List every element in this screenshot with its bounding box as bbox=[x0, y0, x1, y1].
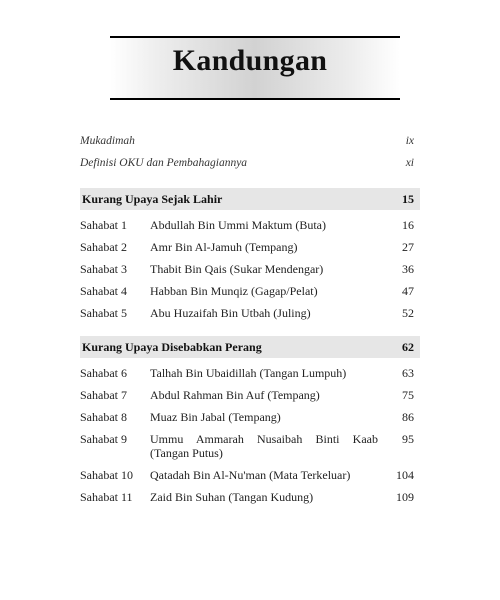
section-heading-perang[interactable] bbox=[80, 336, 420, 358]
toc-entry[interactable] bbox=[80, 302, 420, 324]
section-heading-page: 15 bbox=[402, 192, 414, 206]
front-matter-label: Definisi OKU dan Pembahagiannya bbox=[80, 157, 248, 169]
entry-number: Sahabat 3 bbox=[80, 262, 127, 276]
entry-page: 27 bbox=[402, 240, 414, 254]
page-title: Kandungan bbox=[172, 44, 328, 77]
toc-entry[interactable] bbox=[80, 486, 420, 508]
entry-number: Sahabat 7 bbox=[80, 388, 127, 402]
front-matter-label: Mukadimah bbox=[80, 135, 135, 147]
entry-title: Abu Huzaifah Bin Utbah (Juling) bbox=[150, 306, 311, 320]
entry-number: Sahabat 5 bbox=[80, 306, 127, 320]
entry-page: 95 bbox=[402, 432, 414, 446]
entry-title: Amr Bin Al-Jamuh (Tempang) bbox=[150, 240, 298, 254]
title-bottom-rule bbox=[110, 98, 400, 100]
entry-number: Sahabat 1 bbox=[80, 218, 127, 232]
entry-number: Sahabat 8 bbox=[80, 410, 127, 424]
toc-entry[interactable] bbox=[80, 406, 420, 428]
entry-title: Abdullah Bin Ummi Maktum (Buta) bbox=[150, 218, 326, 232]
entry-page: 104 bbox=[396, 468, 414, 482]
entry-number: Sahabat 10 bbox=[80, 468, 133, 482]
section-heading-sejak-lahir[interactable] bbox=[80, 188, 420, 210]
front-matter-definisi[interactable] bbox=[80, 152, 420, 174]
entry-number: Sahabat 11 bbox=[80, 490, 133, 504]
entry-page: 52 bbox=[402, 306, 414, 320]
entry-title: Habban Bin Munqiz (Gagap/Pelat) bbox=[150, 284, 318, 298]
entry-page: 63 bbox=[402, 366, 414, 380]
section-heading-label: Kurang Upaya Sejak Lahir bbox=[82, 192, 223, 206]
toc-entry[interactable] bbox=[80, 258, 420, 280]
toc-entry[interactable] bbox=[80, 384, 420, 406]
section-heading-page: 62 bbox=[402, 340, 414, 354]
toc-entry[interactable] bbox=[80, 236, 420, 258]
toc-entry[interactable] bbox=[80, 280, 420, 302]
front-matter-page: ix bbox=[405, 135, 414, 147]
entry-page: 86 bbox=[402, 410, 414, 424]
entry-page: 36 bbox=[402, 262, 414, 276]
entry-number: Sahabat 9 bbox=[80, 432, 127, 446]
front-matter-mukadimah[interactable] bbox=[80, 130, 420, 152]
entry-title: Qatadah Bin Al-Nu'man (Mata Terkeluar) bbox=[150, 468, 351, 482]
section-heading-label: Kurang Upaya Disebabkan Perang bbox=[82, 340, 262, 354]
entry-title: Abdul Rahman Bin Auf (Tempang) bbox=[150, 388, 320, 402]
front-matter-page: xi bbox=[405, 157, 414, 169]
entry-page: 109 bbox=[396, 490, 414, 504]
entry-page: 16 bbox=[402, 218, 414, 232]
toc-entry[interactable] bbox=[80, 428, 420, 464]
entry-title: Thabit Bin Qais (Sukar Mendengar) bbox=[150, 262, 324, 276]
entry-number: Sahabat 6 bbox=[80, 366, 127, 380]
entry-title: Talhah Bin Ubaidillah (Tangan Lumpuh) bbox=[150, 366, 347, 380]
entry-page: 47 bbox=[402, 284, 414, 298]
entry-number: Sahabat 2 bbox=[80, 240, 127, 254]
title-block bbox=[0, 0, 500, 110]
toc-entry[interactable] bbox=[80, 464, 420, 486]
entry-page: 75 bbox=[402, 388, 414, 402]
entry-title: Muaz Bin Jabal (Tempang) bbox=[150, 410, 281, 424]
entry-title: Zaid Bin Suhan (Tangan Kudung) bbox=[150, 490, 314, 504]
entry-number: Sahabat 4 bbox=[80, 284, 127, 298]
toc-entry[interactable] bbox=[80, 362, 420, 384]
table-of-contents bbox=[80, 130, 420, 508]
entry-title: Ummu Ammarah Nusaibah Binti Kaab (Tangan Putus) bbox=[150, 432, 378, 460]
toc-entry[interactable] bbox=[80, 214, 420, 236]
